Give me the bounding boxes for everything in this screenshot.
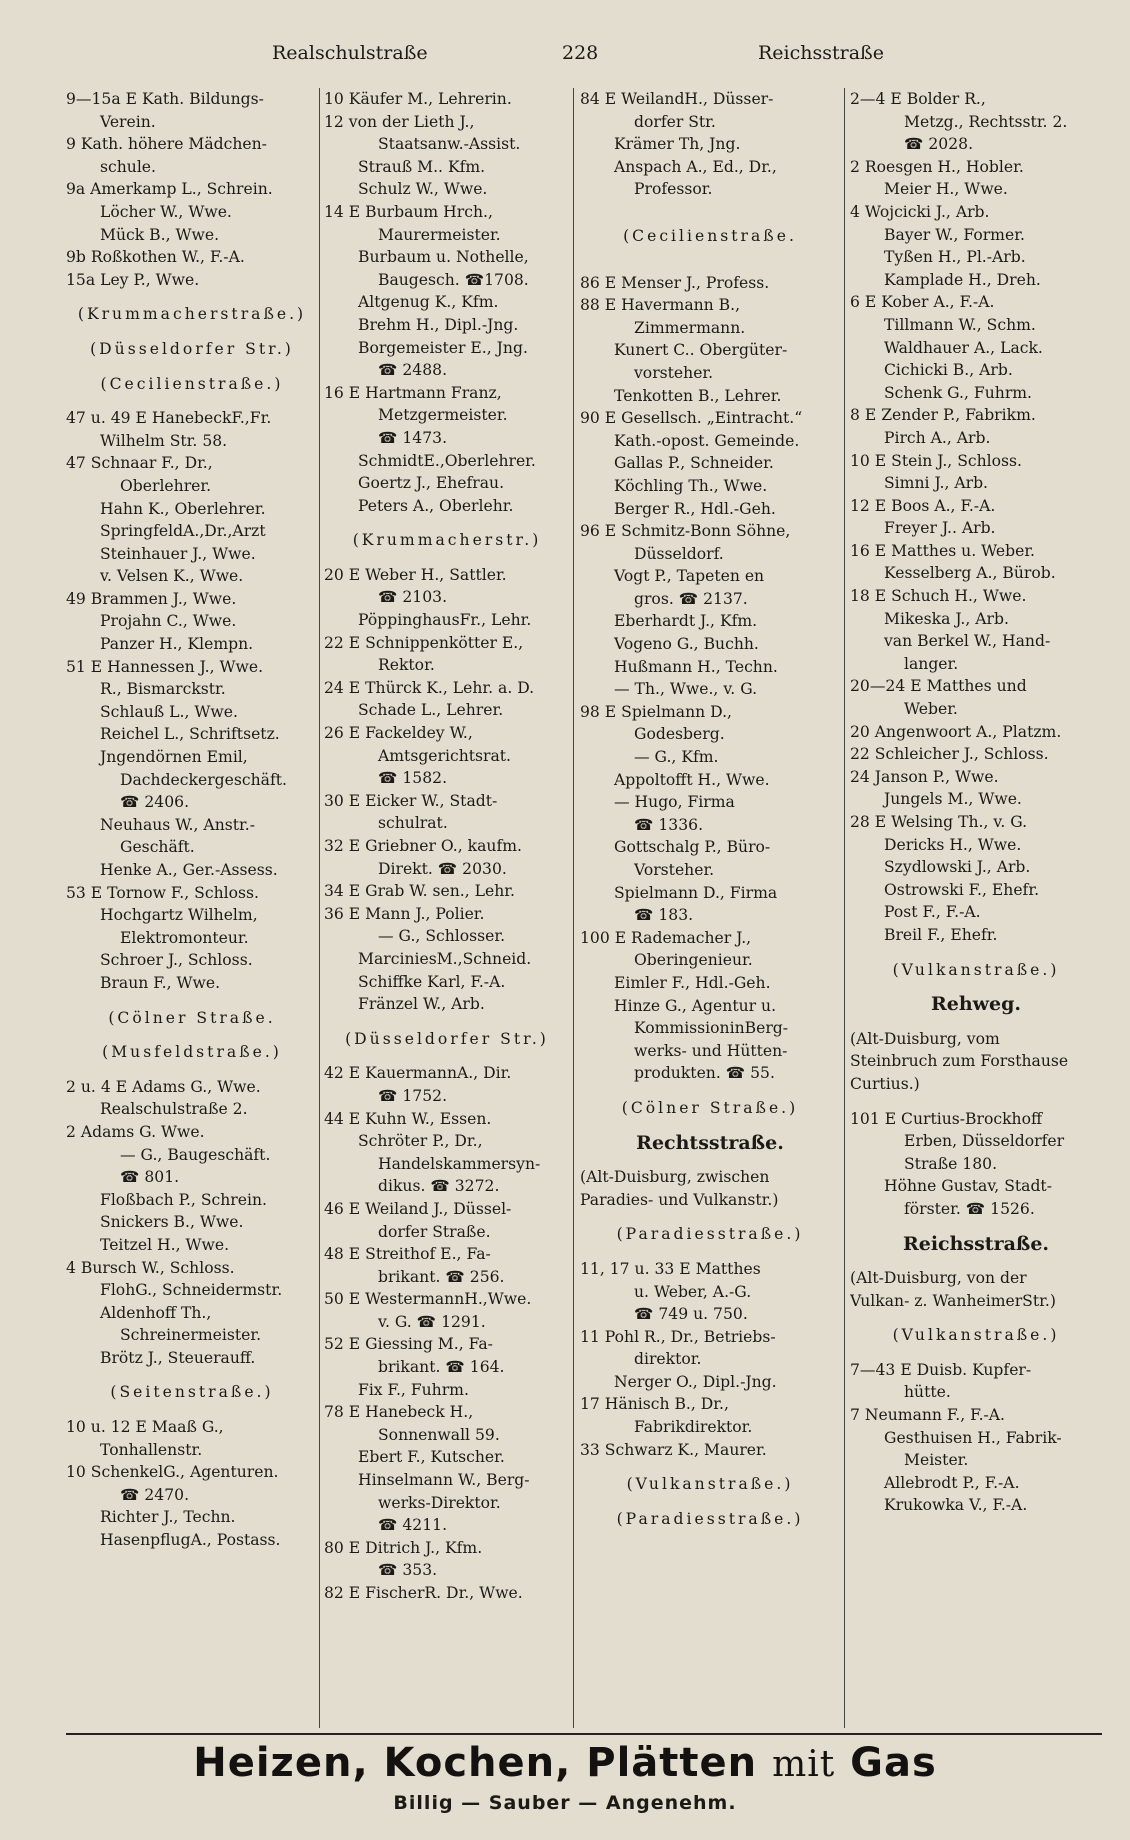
spacer — [850, 1221, 1102, 1233]
directory-entry-line: Metzg., Rechtsstr. 2. — [904, 112, 1068, 131]
directory-entry-line: Gottschalg P., Büro- — [614, 838, 771, 857]
directory-entry-line: — Th., Wwe., v. G. — [614, 680, 758, 699]
directory-entry-line: Steinhauer J., Wwe. — [100, 544, 256, 563]
directory-entry-line: schulrat. — [378, 814, 448, 833]
directory-entry-line: werks- und Hütten- — [634, 1041, 788, 1060]
directory-entry-line: Nerger O., Dipl.-Jng. — [614, 1372, 777, 1391]
directory-entry-line: Realschulstraße 2. — [100, 1100, 248, 1119]
directory-entry-line: Eberhardt J., Kfm. — [614, 612, 758, 631]
directory-entry-line: 2 Adams G. Wwe. — [66, 1122, 205, 1141]
directory-entry-line: 48 E Streithof E., Fa- — [324, 1245, 491, 1264]
street-heading: Rehweg. — [930, 993, 1022, 1016]
directory-entry-line: 28 E Welsing Th., v. G. — [850, 813, 1028, 831]
directory-entry-line: Krukowka V., F.-A. — [884, 1496, 1028, 1515]
spacer — [66, 1404, 318, 1416]
directory-entry-line: Goertz J., Ehefrau. — [358, 474, 505, 493]
directory-entry-line: Anspach A., Ed., Dr., — [614, 157, 777, 176]
directory-entry-line: Geschäft. — [120, 838, 195, 857]
directory-entry-line: Meister. — [904, 1451, 969, 1470]
cross-street-marker: (Vulkanstraße.) — [626, 1475, 794, 1494]
directory-entry-line: 9—15a E Kath. Bildungs- — [66, 90, 264, 108]
column-divider — [573, 88, 574, 1728]
directory-entry-line: 11 Pohl R., Dr., Betriebs- — [580, 1327, 776, 1346]
directory-entry-line: Schenk G., Fuhrm. — [884, 383, 1033, 402]
directory-entry-line: Vulkan- z. WanheimerStr.) — [850, 1291, 1056, 1310]
directory-entry-line: Waldhauer A., Lack. — [884, 338, 1043, 357]
directory-entry-line: Ebert F., Kutscher. — [358, 1448, 505, 1467]
directory-entry-line: Tyßen H., Pl.-Arb. — [884, 248, 1026, 267]
directory-entry-line: Steinbruch zum Forsthause — [850, 1052, 1069, 1071]
directory-entry-line: ☎ 1752. — [378, 1086, 448, 1105]
spacer — [850, 947, 1102, 959]
directory-entry-line: 15a Ley P., Wwe. — [66, 270, 200, 289]
directory-entry-line: 33 Schwarz K., Maurer. — [580, 1440, 767, 1459]
directory-entry-line: Köchling Th., Wwe. — [614, 476, 768, 495]
directory-entry-line: Post F., F.-A. — [884, 903, 981, 922]
directory-entry-line: Amtsgerichtsrat. — [378, 746, 511, 765]
spacer — [850, 1096, 1102, 1108]
directory-entry-line: 84 E WeilandH., Düsser- — [580, 90, 774, 108]
directory-entry-line: Weber. — [904, 700, 958, 719]
directory-entry-line: Professor. — [634, 180, 713, 199]
directory-entry-line: Brehm H., Dipl.-Jng. — [358, 315, 519, 334]
spacer — [850, 981, 1102, 993]
directory-entry-line: 20—24 E Matthes und — [850, 677, 1027, 696]
street-heading: Reichsstraße. — [902, 1232, 1050, 1255]
directory-entry-line: u. Weber, A.-G. — [634, 1282, 752, 1301]
directory-entry-line: 8 E Zender P., Fabrikm. — [850, 406, 1036, 425]
directory-entry-line: 30 E Eicker W., Stadt- — [324, 791, 498, 810]
spacer — [324, 1050, 570, 1062]
directory-entry-line: Höhne Gustav, Stadt- — [884, 1177, 1052, 1196]
directory-entry-line: Oberingenieur. — [634, 951, 753, 970]
spacer — [580, 1461, 840, 1473]
directory-entry-line: Düsseldorf. — [634, 544, 724, 563]
directory-entry-line: ☎ 2488. — [378, 361, 448, 380]
directory-entry-line: Panzer H., Klempn. — [100, 635, 254, 654]
directory-entry-line: Dachdeckergeschäft. — [120, 770, 287, 789]
directory-entry-line: 42 E KauermannA., Dir. — [324, 1064, 512, 1083]
cross-street-marker: (Seitenstraße.) — [110, 1383, 274, 1402]
ad-slogan: Billig — Sauber — Angenehm. — [393, 1792, 737, 1814]
directory-entry-line: 98 E Spielmann D., — [580, 702, 732, 721]
directory-entry-line: langer. — [904, 654, 959, 673]
directory-entry-line: Godesberg. — [634, 725, 725, 744]
header-left-street: Realschulstraße — [272, 42, 428, 64]
spacer — [850, 1016, 1102, 1028]
directory-entry-line: 47 u. 49 E HanebeckF.,Fr. — [66, 409, 272, 428]
spacer — [580, 1154, 840, 1166]
cross-street-marker: (Cecilienstraße.) — [100, 374, 284, 393]
spacer — [66, 1064, 318, 1076]
street-heading: Rechtsstraße. — [636, 1131, 784, 1154]
directory-entry-line: ☎ 1473. — [378, 428, 448, 447]
directory-entry-line: SpringfeldA.,Dr.,Arzt — [100, 522, 266, 541]
directory-entry-line: 34 E Grab W. sen., Lehr. — [324, 882, 515, 901]
directory-entry-line: Zimmermann. — [634, 318, 746, 337]
directory-entry-line: dorfer Straße. — [378, 1222, 491, 1241]
directory-entry-line: gros. ☎ 2137. — [634, 589, 748, 608]
directory-entry-line: Paradies- und Vulkanstr.) — [580, 1190, 779, 1209]
spacer — [324, 1016, 570, 1028]
directory-entry-line: v. Velsen K., Wwe. — [100, 567, 244, 586]
directory-entry-line: Vogeno G., Buchh. — [614, 635, 759, 654]
spacer — [850, 1255, 1102, 1267]
directory-entry-line: 22 E Schnippenkötter E., — [324, 633, 524, 652]
directory-entry-line: Schiffke Karl, F.-A. — [358, 972, 506, 991]
ad-main-text: Heizen, Kochen, Plätten — [193, 1740, 758, 1786]
ad-headline — [0, 1740, 1130, 1786]
ad-gas-text: Gas — [850, 1740, 937, 1786]
directory-entry-line: ☎ 353. — [378, 1561, 438, 1580]
directory-entry-line: 12 von der Lieth J., — [324, 112, 475, 131]
directory-entry-line: Rektor. — [378, 656, 435, 675]
directory-entry-line: Schulz W., Wwe. — [358, 180, 488, 199]
directory-entry-line: 90 E Gesellsch. „Eintracht.“ — [580, 409, 803, 428]
directory-entry-line: Snickers B., Wwe. — [100, 1213, 244, 1232]
spacer — [580, 1085, 840, 1097]
directory-entry-line: Simni J., Arb. — [884, 474, 989, 493]
directory-entry-line: Gallas P., Schneider. — [614, 454, 774, 473]
directory-entry-line: Curtius.) — [850, 1074, 920, 1093]
directory-entry-line: 7 Neumann F., F.-A. — [850, 1406, 1006, 1425]
directory-entry-line: Reichel L., Schriftsetz. — [100, 725, 280, 744]
directory-entry-line: 6 E Kober A., F.-A. — [850, 293, 995, 312]
directory-entry-line: Projahn C., Wwe. — [100, 612, 237, 631]
directory-entry-line: 17 Hänisch B., Dr., — [580, 1395, 729, 1414]
directory-entry-line: Oberlehrer. — [120, 476, 212, 495]
directory-entry-line: 36 E Mann J., Polier. — [324, 904, 485, 923]
directory-entry-line: 51 E Hannessen J., Wwe. — [66, 657, 264, 676]
directory-entry-line: 86 E Menser J., Profess. — [580, 273, 770, 292]
directory-entry-line: 2 Roesgen H., Hobler. — [850, 157, 1024, 176]
spacer — [324, 552, 570, 564]
directory-entry-line: Hußmann H., Techn. — [614, 657, 778, 676]
directory-entry-line: brikant. ☎ 164. — [378, 1358, 505, 1377]
cross-street-marker: (Cölner Straße. — [108, 1008, 276, 1027]
directory-entry-line: (Alt-Duisburg, zwischen — [580, 1168, 770, 1187]
directory-entry-line: hütte. — [904, 1383, 951, 1402]
cross-street-marker: (Vulkanstraße.) — [892, 1326, 1060, 1345]
column-divider — [319, 88, 320, 1728]
spacer — [580, 1246, 840, 1258]
directory-entry-line: schule. — [100, 157, 156, 176]
cross-street-marker: (Paradiesstraße.) — [616, 1509, 804, 1528]
spacer — [580, 1120, 840, 1132]
spacer — [66, 326, 318, 338]
directory-entry-line: Freyer J.. Arb. — [884, 519, 996, 538]
directory-entry-line: förster. ☎ 1526. — [904, 1199, 1035, 1218]
directory-entry-line: Richter J., Techn. — [100, 1508, 236, 1527]
directory-entry-line: 32 E Griebner O., kaufm. — [324, 837, 522, 855]
directory-entry-line: 2 u. 4 E Adams G., Wwe. — [66, 1077, 261, 1096]
directory-entry-line: Szydlowski J., Arb. — [884, 858, 1031, 877]
directory-entry-line: Allebrodt P., F.-A. — [884, 1473, 1020, 1492]
directory-entry-line: produkten. ☎ 55. — [634, 1064, 775, 1083]
directory-entry-line: 82 E FischerR. Dr., Wwe. — [324, 1584, 523, 1602]
ad-top-rule — [66, 1733, 1102, 1735]
directory-entry-line: 20 Angenwoort A., Platzm. — [850, 722, 1062, 741]
column-4 — [850, 88, 1102, 1728]
directory-entry-line: Bayer W., Former. — [884, 225, 1025, 244]
directory-entry-line: Verein. — [100, 112, 156, 131]
directory-entry-line: 10 E Stein J., Schloss. — [850, 451, 1023, 470]
directory-entry-line: Burbaum u. Nothelle, — [358, 248, 529, 267]
directory-entry-line: Kunert C.. Obergüter- — [614, 341, 788, 360]
page-number: 228 — [562, 42, 599, 64]
directory-entry-line: Schroer J., Schloss. — [100, 951, 253, 970]
directory-entry-line: Vogt P., Tapeten en — [614, 567, 765, 586]
directory-entry-line: — G., Kfm. — [634, 748, 719, 767]
directory-entry-line: Strauß M.. Kfm. — [358, 157, 486, 176]
directory-entry-line: Aldenhoff Th., — [100, 1303, 212, 1322]
page-header — [0, 42, 1130, 72]
directory-entry-line: dorfer Str. — [634, 112, 716, 131]
spacer — [66, 361, 318, 373]
directory-entry-line: Meier H., Wwe. — [884, 180, 1008, 199]
directory-entry-line: Schreinermeister. — [120, 1326, 262, 1345]
directory-entry-line: ☎ 2470. — [120, 1485, 190, 1504]
spacer — [66, 995, 318, 1007]
spacer — [66, 1029, 318, 1041]
header-right-street: Reichsstraße — [758, 42, 884, 64]
cross-street-marker: (Cecilienstraße. — [623, 226, 797, 245]
directory-entry-line: 53 E Tornow F., Schloss. — [66, 883, 259, 902]
directory-entry-line: Teitzel H., Wwe. — [100, 1235, 230, 1254]
directory-entry-line: Peters A., Oberlehr. — [358, 496, 514, 515]
column-divider — [844, 88, 845, 1728]
directory-entry-line: 52 E Giessing M., Fa- — [324, 1335, 493, 1354]
directory-entry-line: 11, 17 u. 33 E Matthes — [580, 1259, 761, 1278]
directory-entry-line: Sonnenwall 59. — [378, 1425, 500, 1444]
directory-entry-line: FlohG., Schneidermstr. — [100, 1281, 283, 1300]
directory-entry-line: Krämer Th, Jng. — [614, 135, 741, 154]
directory-entry-line: Jungels M., Wwe. — [884, 790, 1022, 809]
directory-entry-line: vorsteher. — [634, 363, 714, 382]
directory-entry-line: 100 E Rademacher J., — [580, 928, 752, 947]
directory-entry-line: ☎ 2028. — [904, 135, 974, 154]
cross-street-marker: (Düsseldorfer Str.) — [90, 339, 294, 358]
directory-entry-line: 14 E Burbaum Hrch., — [324, 202, 493, 221]
directory-entry-line: 10 Käufer M., Lehrerin. — [324, 90, 512, 108]
directory-entry-line: Hochgartz Wilhelm, — [100, 906, 258, 925]
directory-entry-line: 88 E Havermann B., — [580, 296, 741, 315]
directory-entry-line: Borgemeister E., Jng. — [358, 338, 528, 357]
directory-entry-line: Schröter P., Dr., — [358, 1132, 483, 1151]
directory-entry-line: PöppinghausFr., Lehr. — [358, 611, 532, 630]
directory-entry-line: Hahn K., Oberlehrer. — [100, 499, 266, 518]
spacer — [66, 395, 318, 407]
directory-entry-line: Hinselmann W., Berg- — [358, 1471, 530, 1490]
spacer — [580, 213, 840, 225]
directory-entry-line: Maurermeister. — [378, 225, 501, 244]
directory-entry-line: Tonhallenstr. — [100, 1440, 203, 1459]
directory-entry-line: 10 SchenkelG., Agenturen. — [66, 1463, 279, 1482]
directory-entry-line: 44 E Kuhn W., Essen. — [324, 1109, 492, 1128]
directory-entry-line: 18 E Schuch H., Wwe. — [850, 587, 1027, 606]
spacer — [580, 248, 840, 260]
spacer — [324, 517, 570, 529]
directory-entry-line: Tillmann W., Schm. — [884, 315, 1036, 334]
directory-entry-line: — Hugo, Firma — [614, 793, 735, 812]
directory-entry-line: van Berkel W., Hand- — [884, 632, 1051, 651]
spacer — [580, 260, 840, 272]
directory-entry-line: (Alt-Duisburg, von der — [850, 1269, 1027, 1288]
spacer — [66, 291, 318, 303]
directory-entry-line: 10 u. 12 E Maaß G., — [66, 1418, 224, 1437]
directory-entry-line: Fix F., Fuhrm. — [358, 1380, 469, 1399]
directory-entry-line: 101 E Curtius-Brockhoff — [850, 1109, 1043, 1128]
directory-entry-line: 2—4 E Bolder R., — [850, 90, 986, 108]
directory-entry-line: Braun F., Wwe. — [100, 973, 221, 992]
directory-entry-line: Elektromonteur. — [120, 928, 249, 947]
cross-street-marker: (Krummacherstraße.) — [77, 305, 307, 324]
directory-entry-line: Erben, Düsseldorfer — [904, 1132, 1065, 1151]
directory-entry-line: Baugesch. ☎1708. — [378, 270, 529, 289]
directory-entry-line: direktor. — [634, 1350, 702, 1369]
directory-entry-line: 4 Wojcicki J., Arb. — [850, 202, 990, 221]
column-1 — [66, 88, 318, 1728]
cross-street-marker: (Paradiesstraße.) — [616, 1225, 804, 1244]
directory-entry-line: Metzgermeister. — [378, 406, 508, 425]
directory-entry-line: ☎ 2406. — [120, 793, 190, 812]
directory-entry-line: ☎ 801. — [120, 1168, 180, 1187]
directory-entry-line: Direkt. ☎ 2030. — [378, 859, 507, 878]
directory-entry-line: Berger R., Hdl.-Geh. — [614, 499, 776, 518]
directory-entry-line: 9 Kath. höhere Mädchen- — [66, 135, 267, 154]
directory-entry-line: Gesthuisen H., Fabrik- — [884, 1428, 1062, 1447]
column-2 — [324, 88, 570, 1728]
directory-entry-line: Floßbach P., Schrein. — [100, 1190, 267, 1209]
directory-entry-line: 20 E Weber H., Sattler. — [324, 565, 507, 584]
cross-street-marker: (Düsseldorfer Str.) — [345, 1029, 549, 1048]
directory-entry-line: 16 E Matthes u. Weber. — [850, 541, 1036, 560]
directory-entry-line: 12 E Boos A., F.-A. — [850, 496, 996, 515]
directory-entry-line: Henke A., Ger.-Assess. — [100, 861, 278, 879]
directory-entry-line: — G., Baugeschäft. — [120, 1145, 271, 1164]
ad-mit-text: mit — [772, 1744, 836, 1785]
directory-entry-line: ☎ 183. — [634, 906, 694, 925]
directory-entry-line: 46 E Weiland J., Düssel- — [324, 1199, 512, 1218]
directory-entry-line: ☎ 1336. — [634, 815, 704, 834]
directory-entry-line: Breil F., Ehefr. — [884, 925, 998, 944]
spacer — [850, 1312, 1102, 1324]
directory-entry-line: MarciniesM.,Schneid. — [358, 949, 532, 968]
directory-entry-line: Vorsteher. — [634, 861, 715, 879]
directory-entry-line: 4 Bursch W., Schloss. — [66, 1258, 235, 1277]
directory-entry-line: Brötz J., Steuerauff. — [100, 1348, 256, 1367]
directory-entry-line: 7—43 E Duisb. Kupfer- — [850, 1360, 1032, 1379]
directory-entry-line: ☎ 749 u. 750. — [634, 1305, 748, 1324]
directory-entry-line: Kesselberg A., Bürob. — [884, 564, 1056, 583]
gas-advertisement — [0, 1740, 1130, 1840]
directory-entry-line: Tenkotten B., Lehrer. — [614, 386, 782, 405]
directory-entry-line: 9a Amerkamp L., Schrein. — [66, 180, 273, 199]
directory-entry-line: v. G. ☎ 1291. — [378, 1312, 486, 1331]
directory-entry-line: Handelskammersyn- — [378, 1154, 541, 1173]
directory-entry-line: Dericks H., Wwe. — [884, 835, 1022, 854]
directory-entry-line: Fränzel W., Arb. — [358, 995, 485, 1014]
directory-entry-line: SchmidtE.,Oberlehrer. — [358, 451, 536, 470]
spacer — [66, 1369, 318, 1381]
directory-entry-line: Ostrowski F., Ehefr. — [884, 880, 1040, 899]
directory-entry-line: 22 Schleicher J., Schloss. — [850, 745, 1049, 764]
directory-entry-line: brikant. ☎ 256. — [378, 1267, 505, 1286]
cross-street-marker: (Cölner Straße.) — [621, 1098, 799, 1117]
directory-entry-line: Altgenug K., Kfm. — [358, 293, 499, 312]
directory-entry-line: 78 E Hanebeck H., — [324, 1403, 474, 1422]
directory-entry-line: Spielmann D., Firma — [614, 883, 778, 902]
directory-entry-line: 24 Janson P., Wwe. — [850, 767, 999, 786]
spacer — [850, 1347, 1102, 1359]
directory-entry-line: Fabrikdirektor. — [634, 1418, 753, 1437]
directory-entry-line: 49 Brammen J., Wwe. — [66, 589, 237, 608]
spacer — [580, 201, 840, 213]
cross-street-marker: (Krummacherstr.) — [352, 531, 542, 550]
directory-entry-line: Eimler F., Hdl.-Geh. — [614, 973, 771, 992]
directory-entry-line: Cichicki B., Arb. — [884, 361, 1013, 380]
spacer — [580, 1496, 840, 1508]
directory-entry-line: Wilhelm Str. 58. — [100, 431, 228, 450]
directory-entry-line: Mikeska J., Arb. — [884, 609, 1009, 628]
column-3 — [580, 88, 840, 1728]
cross-street-marker: (Musfeldstraße.) — [102, 1043, 282, 1062]
directory-entry-line: 24 E Thürck K., Lehr. a. D. — [324, 678, 535, 697]
directory-entry-line: Schlauß L., Wwe. — [100, 702, 238, 721]
directory-entry-line: Appoltofft H., Wwe. — [614, 770, 770, 789]
directory-entry-line: Staatsanw.-Assist. — [378, 135, 521, 154]
directory-entry-line: ☎ 4211. — [378, 1516, 448, 1535]
directory-entry-line: — G., Schlosser. — [378, 927, 506, 946]
directory-entry-line: dikus. ☎ 3272. — [378, 1177, 500, 1196]
directory-entry-line: 47 Schnaar F., Dr., — [66, 454, 213, 473]
directory-entry-line: Pirch A., Arb. — [884, 428, 991, 447]
directory-entry-line: 9b Roßkothen W., F.-A. — [66, 248, 245, 267]
directory-entry-line: ☎ 1582. — [378, 769, 448, 788]
directory-columns — [66, 88, 1102, 1728]
spacer — [580, 1211, 840, 1223]
directory-entry-line: Neuhaus W., Anstr.- — [100, 815, 255, 834]
directory-entry-line: 16 E Hartmann Franz, — [324, 383, 502, 402]
directory-entry-line: Kath.-opost. Gemeinde. — [614, 431, 800, 450]
directory-entry-line: 96 E Schmitz-Bonn Söhne, — [580, 522, 791, 541]
directory-entry-line: Jngendörnen Emil, — [100, 748, 248, 767]
directory-entry-line: R., Bismarckstr. — [100, 680, 226, 699]
directory-entry-line: KommissioninBerg- — [634, 1019, 789, 1038]
directory-entry-line: HasenpflugA., Postass. — [100, 1531, 281, 1550]
directory-entry-line: ☎ 2103. — [378, 588, 448, 607]
directory-entry-line: Löcher W., Wwe. — [100, 202, 232, 221]
directory-entry-line: werks-Direktor. — [378, 1493, 501, 1512]
directory-entry-line: Hinze G., Agentur u. — [614, 996, 777, 1015]
directory-entry-line: (Alt-Duisburg, vom — [850, 1029, 1000, 1048]
directory-entry-line: Straße 180. — [904, 1154, 998, 1173]
directory-entry-line: Mück B., Wwe. — [100, 225, 220, 244]
directory-entry-line: 26 E Fackeldey W., — [324, 724, 473, 743]
directory-entry-line: Schade L., Lehrer. — [358, 701, 504, 720]
directory-entry-line: 50 E WestermannH.,Wwe. — [324, 1290, 532, 1309]
cross-street-marker: (Vulkanstraße.) — [892, 960, 1060, 979]
directory-entry-line: Kamplade H., Dreh. — [884, 270, 1041, 289]
directory-entry-line: 80 E Ditrich J., Kfm. — [324, 1538, 483, 1557]
